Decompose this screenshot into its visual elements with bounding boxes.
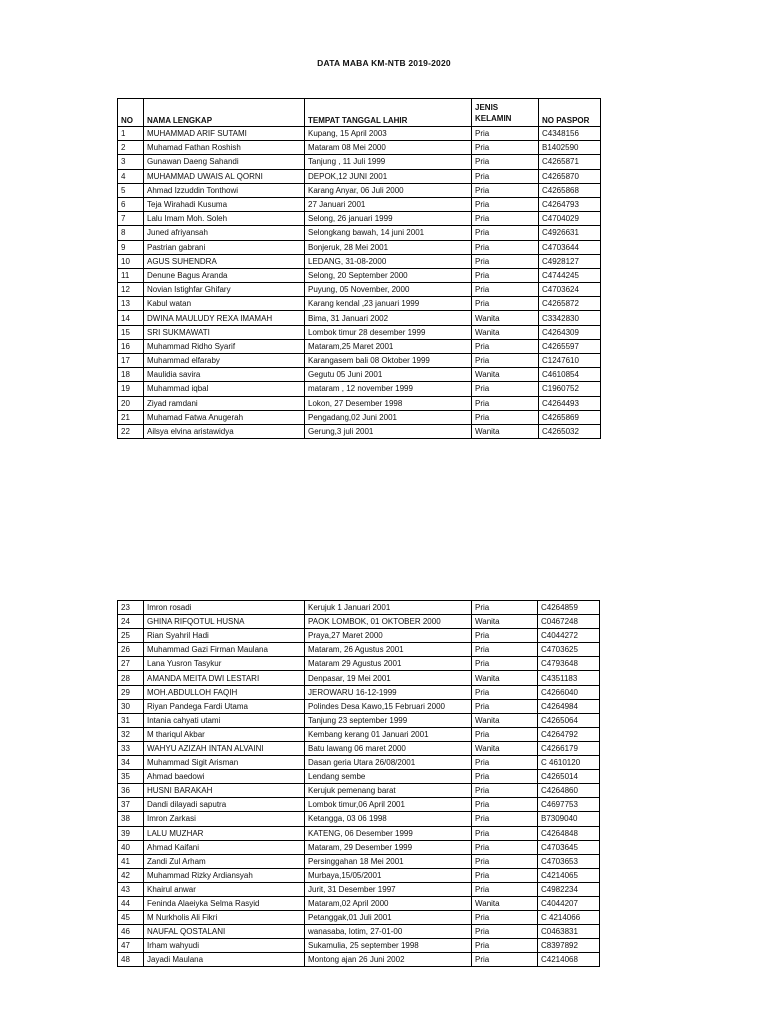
cell-jenis-kelamin: Pria	[472, 685, 538, 699]
cell-jenis-kelamin: Pria	[472, 727, 538, 741]
cell-nama-lengkap: Lana Yusron Tasykur	[144, 657, 305, 671]
cell-no-paspor: C4265869	[539, 410, 601, 424]
cell-no-paspor: C 4610120	[538, 756, 600, 770]
cell-no-paspor: C 4214066	[538, 911, 600, 925]
cell-no: 10	[118, 254, 144, 268]
cell-no: 38	[118, 812, 144, 826]
cell-no: 16	[118, 339, 144, 353]
cell-tempat-tanggal-lahir: 27 Januari 2001	[305, 197, 472, 211]
cell-nama-lengkap: Novian Istighfar Ghifary	[144, 283, 305, 297]
cell-nama-lengkap: HUSNI BARAKAH	[144, 784, 305, 798]
cell-no: 24	[118, 615, 144, 629]
table-row	[118, 382, 601, 396]
table-row	[118, 169, 601, 183]
cell-no: 19	[118, 382, 144, 396]
cell-jenis-kelamin: Pria	[472, 756, 538, 770]
cell-jenis-kelamin: Wanita	[472, 671, 538, 685]
cell-tempat-tanggal-lahir: Ketangga, 03 06 1998	[305, 812, 472, 826]
cell-nama-lengkap: Ahmad Kaifani	[144, 840, 305, 854]
cell-no-paspor: C4265014	[538, 770, 600, 784]
table-row	[118, 212, 601, 226]
cell-jenis-kelamin: Pria	[472, 240, 539, 254]
cell-no: 32	[118, 727, 144, 741]
cell-jenis-kelamin: Pria	[472, 911, 538, 925]
cell-tempat-tanggal-lahir: Kembang kerang 01 Januari 2001	[305, 727, 472, 741]
table-row	[118, 784, 600, 798]
cell-nama-lengkap: Kabul watan	[144, 297, 305, 311]
header-no: NO	[118, 99, 144, 127]
cell-jenis-kelamin: Wanita	[472, 311, 539, 325]
table-row	[118, 756, 600, 770]
cell-nama-lengkap: Ahmad baedowi	[144, 770, 305, 784]
cell-jenis-kelamin: Pria	[472, 798, 538, 812]
cell-nama-lengkap: Lalu Imam Moh. Soleh	[144, 212, 305, 226]
cell-tempat-tanggal-lahir: KATENG, 06 Desember 1999	[305, 826, 472, 840]
table-row	[118, 713, 600, 727]
cell-nama-lengkap: NAUFAL QOSTALANI	[144, 925, 305, 939]
cell-tempat-tanggal-lahir: Lombok timur 28 desember 1999	[305, 325, 472, 339]
cell-no: 34	[118, 756, 144, 770]
cell-no: 1	[118, 127, 144, 141]
cell-tempat-tanggal-lahir: LEDANG, 31-08-2000	[305, 254, 472, 268]
cell-tempat-tanggal-lahir: Mataram, 29 Desember 1999	[305, 840, 472, 854]
cell-no: 15	[118, 325, 144, 339]
table-row	[118, 741, 600, 755]
cell-no-paspor: C4703653	[538, 854, 600, 868]
cell-no: 20	[118, 396, 144, 410]
header-nama-lengkap: NAMA LENGKAP	[144, 99, 305, 127]
table-row	[118, 798, 600, 812]
cell-tempat-tanggal-lahir: Lombok timur,06 April 2001	[305, 798, 472, 812]
cell-no: 18	[118, 368, 144, 382]
cell-tempat-tanggal-lahir: Tanjung , 11 Juli 1999	[305, 155, 472, 169]
cell-no-paspor: C4351183	[538, 671, 600, 685]
table-row	[118, 325, 601, 339]
cell-no-paspor: B1402590	[539, 141, 601, 155]
cell-tempat-tanggal-lahir: Lokon, 27 Desember 1998	[305, 396, 472, 410]
cell-jenis-kelamin: Pria	[472, 953, 538, 967]
table-row	[118, 183, 601, 197]
table-row	[118, 826, 600, 840]
table-row	[118, 155, 601, 169]
cell-nama-lengkap: Ailsya elvina aristawidya	[144, 424, 305, 438]
cell-no-paspor: C4264859	[538, 601, 600, 615]
cell-no-paspor: C4044272	[538, 629, 600, 643]
cell-tempat-tanggal-lahir: Praya,27 Maret 2000	[305, 629, 472, 643]
cell-no: 31	[118, 713, 144, 727]
cell-jenis-kelamin: Pria	[472, 283, 539, 297]
cell-no-paspor: C4703624	[539, 283, 601, 297]
cell-nama-lengkap: Feninda Alaeiyka Selma Rasyid	[144, 896, 305, 910]
cell-jenis-kelamin: Wanita	[472, 325, 539, 339]
cell-tempat-tanggal-lahir: Murbaya,15/05/2001	[305, 868, 472, 882]
cell-tempat-tanggal-lahir: Selongkang bawah, 14 juni 2001	[305, 226, 472, 240]
cell-jenis-kelamin: Pria	[472, 868, 538, 882]
cell-nama-lengkap: Imron Zarkasi	[144, 812, 305, 826]
cell-nama-lengkap: SRI SUKMAWATI	[144, 325, 305, 339]
cell-jenis-kelamin: Pria	[472, 268, 539, 282]
cell-nama-lengkap: Muhamad Fatwa Anugerah	[144, 410, 305, 424]
cell-no: 40	[118, 840, 144, 854]
cell-no: 43	[118, 882, 144, 896]
cell-nama-lengkap: Rian Syahril Hadi	[144, 629, 305, 643]
cell-nama-lengkap: GHINA RIFQOTUL HUSNA	[144, 615, 305, 629]
cell-nama-lengkap: Ziyad ramdani	[144, 396, 305, 410]
cell-tempat-tanggal-lahir: Bima, 31 Januari 2002	[305, 311, 472, 325]
cell-no: 37	[118, 798, 144, 812]
cell-no-paspor: C4265870	[539, 169, 601, 183]
cell-no-paspor: C3342830	[539, 311, 601, 325]
cell-jenis-kelamin: Pria	[472, 770, 538, 784]
table-row	[118, 671, 600, 685]
cell-no-paspor: C4214068	[538, 953, 600, 967]
cell-no: 11	[118, 268, 144, 282]
cell-tempat-tanggal-lahir: Kerujuk pemenang barat	[305, 784, 472, 798]
cell-no: 13	[118, 297, 144, 311]
cell-nama-lengkap: DWINA MAULUDY REXA IMAMAH	[144, 311, 305, 325]
student-table-page-1	[117, 98, 601, 439]
cell-nama-lengkap: Muhammad Rizky Ardiansyah	[144, 868, 305, 882]
table-row	[118, 953, 600, 967]
cell-tempat-tanggal-lahir: PAOK LOMBOK, 01 OKTOBER 2000	[305, 615, 472, 629]
cell-nama-lengkap: Muhammad Sigit Arisman	[144, 756, 305, 770]
cell-jenis-kelamin: Pria	[472, 939, 538, 953]
cell-no: 27	[118, 657, 144, 671]
cell-nama-lengkap: Pastrian gabrani	[144, 240, 305, 254]
cell-nama-lengkap: Muhammad elfaraby	[144, 354, 305, 368]
cell-tempat-tanggal-lahir: Mataram,25 Maret 2001	[305, 339, 472, 353]
cell-tempat-tanggal-lahir: Tanjung 23 september 1999	[305, 713, 472, 727]
cell-no: 14	[118, 311, 144, 325]
cell-jenis-kelamin: Pria	[472, 354, 539, 368]
cell-no-paspor: C4264848	[538, 826, 600, 840]
table-row	[118, 226, 601, 240]
table-row	[118, 812, 600, 826]
cell-jenis-kelamin: Pria	[472, 410, 539, 424]
table-row	[118, 896, 600, 910]
cell-jenis-kelamin: Pria	[472, 339, 539, 353]
cell-nama-lengkap: WAHYU AZIZAH INTAN ALVAINI	[144, 741, 305, 755]
table-row	[118, 141, 601, 155]
cell-no-paspor: C4703625	[538, 643, 600, 657]
cell-no: 33	[118, 741, 144, 755]
table-row	[118, 240, 601, 254]
cell-tempat-tanggal-lahir: Dasan geria Utara 26/08/2001	[305, 756, 472, 770]
table-row	[118, 882, 600, 896]
table-row	[118, 939, 600, 953]
cell-jenis-kelamin: Pria	[472, 629, 538, 643]
cell-no: 35	[118, 770, 144, 784]
table-row	[118, 368, 601, 382]
cell-jenis-kelamin: Wanita	[472, 741, 538, 755]
cell-nama-lengkap: Dandi dilayadi saputra	[144, 798, 305, 812]
cell-no: 8	[118, 226, 144, 240]
cell-no-paspor: C4214065	[538, 868, 600, 882]
cell-no-paspor: C4264984	[538, 699, 600, 713]
cell-nama-lengkap: Muhammad Gazi Firman Maulana	[144, 643, 305, 657]
table-row	[118, 396, 601, 410]
table-header-row	[118, 99, 601, 127]
cell-tempat-tanggal-lahir: mataram , 12 november 1999	[305, 382, 472, 396]
cell-no-paspor: C4610854	[539, 368, 601, 382]
cell-nama-lengkap: Muhammad Ridho Syarif	[144, 339, 305, 353]
cell-tempat-tanggal-lahir: Karang kendal ,23 januari 1999	[305, 297, 472, 311]
cell-no-paspor: C4265872	[539, 297, 601, 311]
table-row	[118, 410, 601, 424]
table-row	[118, 868, 600, 882]
cell-nama-lengkap: Jayadi Maulana	[144, 953, 305, 967]
table-row	[118, 854, 600, 868]
cell-nama-lengkap: M thariqul Akbar	[144, 727, 305, 741]
cell-jenis-kelamin: Wanita	[472, 896, 538, 910]
cell-jenis-kelamin: Wanita	[472, 424, 539, 438]
cell-nama-lengkap: AMANDA MEITA DWI LESTARI	[144, 671, 305, 685]
cell-no-paspor: C4265064	[538, 713, 600, 727]
cell-no-paspor: C4264792	[538, 727, 600, 741]
table-row	[118, 699, 600, 713]
cell-jenis-kelamin: Wanita	[472, 368, 539, 382]
cell-no-paspor: C4926631	[539, 226, 601, 240]
cell-nama-lengkap: Intania cahyati utami	[144, 713, 305, 727]
cell-tempat-tanggal-lahir: Mataram 08 Mei 2000	[305, 141, 472, 155]
table-row	[118, 127, 601, 141]
cell-nama-lengkap: M Nurkholis Ali Fikri	[144, 911, 305, 925]
cell-nama-lengkap: MUHAMMAD ARIF SUTAMI	[144, 127, 305, 141]
cell-no: 47	[118, 939, 144, 953]
student-table-page-2	[117, 600, 600, 967]
cell-no: 9	[118, 240, 144, 254]
cell-nama-lengkap: Khairul anwar	[144, 882, 305, 896]
table-row	[118, 283, 601, 297]
cell-nama-lengkap: Denune Bagus Aranda	[144, 268, 305, 282]
cell-no-paspor: C4704029	[539, 212, 601, 226]
cell-no-paspor: C4265868	[539, 183, 601, 197]
cell-no-paspor: C1247610	[539, 354, 601, 368]
cell-tempat-tanggal-lahir: Selong, 20 September 2000	[305, 268, 472, 282]
table-row	[118, 254, 601, 268]
cell-tempat-tanggal-lahir: Kerujuk 1 Januari 2001	[305, 601, 472, 615]
cell-no: 30	[118, 699, 144, 713]
cell-no-paspor: C4744245	[539, 268, 601, 282]
cell-tempat-tanggal-lahir: Gegutu 05 Juni 2001	[305, 368, 472, 382]
cell-no: 45	[118, 911, 144, 925]
table-row	[118, 727, 600, 741]
cell-jenis-kelamin: Pria	[472, 254, 539, 268]
cell-jenis-kelamin: Pria	[472, 183, 539, 197]
cell-tempat-tanggal-lahir: Montong ajan 26 Juni 2002	[305, 953, 472, 967]
header-jenis-kelamin: JENIS KELAMIN	[472, 99, 539, 127]
cell-jenis-kelamin: Pria	[472, 141, 539, 155]
cell-jenis-kelamin: Pria	[472, 226, 539, 240]
cell-nama-lengkap: Teja Wirahadi Kusuma	[144, 197, 305, 211]
table-row	[118, 297, 601, 311]
cell-jenis-kelamin: Pria	[472, 127, 539, 141]
table-row	[118, 601, 600, 615]
cell-nama-lengkap: Imron rosadi	[144, 601, 305, 615]
cell-no-paspor: C4928127	[539, 254, 601, 268]
cell-jenis-kelamin: Pria	[472, 169, 539, 183]
cell-tempat-tanggal-lahir: Mataram, 26 Agustus 2001	[305, 643, 472, 657]
cell-jenis-kelamin: Pria	[472, 882, 538, 896]
cell-no-paspor: C4264860	[538, 784, 600, 798]
cell-nama-lengkap: Gunawan Daeng Sahandi	[144, 155, 305, 169]
cell-no-paspor: C4697753	[538, 798, 600, 812]
cell-no: 21	[118, 410, 144, 424]
cell-no: 46	[118, 925, 144, 939]
cell-tempat-tanggal-lahir: Petanggak,01 Juli 2001	[305, 911, 472, 925]
header-tempat-tanggal-lahir: TEMPAT TANGGAL LAHIR	[305, 99, 472, 127]
cell-no: 25	[118, 629, 144, 643]
cell-jenis-kelamin: Pria	[472, 297, 539, 311]
cell-tempat-tanggal-lahir: Jurit, 31 Desember 1997	[305, 882, 472, 896]
cell-no-paspor: C4266179	[538, 741, 600, 755]
cell-tempat-tanggal-lahir: Kupang, 15 April 2003	[305, 127, 472, 141]
cell-jenis-kelamin: Pria	[472, 812, 538, 826]
cell-jenis-kelamin: Wanita	[472, 713, 538, 727]
cell-nama-lengkap: Ahmad Izzuddin Tonthowi	[144, 183, 305, 197]
cell-tempat-tanggal-lahir: Gerung,3 juli 2001	[305, 424, 472, 438]
cell-jenis-kelamin: Pria	[472, 699, 538, 713]
cell-nama-lengkap: Zandi Zul Arham	[144, 854, 305, 868]
cell-no: 2	[118, 141, 144, 155]
cell-jenis-kelamin: Pria	[472, 854, 538, 868]
cell-no: 41	[118, 854, 144, 868]
document-title: DATA MABA KM-NTB 2019-2020	[317, 58, 451, 68]
cell-no-paspor: C0467248	[538, 615, 600, 629]
cell-no-paspor: C4348156	[539, 127, 601, 141]
cell-no: 29	[118, 685, 144, 699]
table-row	[118, 840, 600, 854]
cell-jenis-kelamin: Pria	[472, 643, 538, 657]
cell-nama-lengkap: Riyan Pandega Fardi Utama	[144, 699, 305, 713]
cell-nama-lengkap: Juned afriyansah	[144, 226, 305, 240]
cell-no: 39	[118, 826, 144, 840]
table-row	[118, 643, 600, 657]
cell-no-paspor: C4703644	[539, 240, 601, 254]
table-row	[118, 311, 601, 325]
cell-tempat-tanggal-lahir: Mataram 29 Agustus 2001	[305, 657, 472, 671]
cell-nama-lengkap: Muhammad iqbal	[144, 382, 305, 396]
cell-jenis-kelamin: Pria	[472, 212, 539, 226]
cell-tempat-tanggal-lahir: Mataram,02 April 2000	[305, 896, 472, 910]
cell-no-paspor: C4265871	[539, 155, 601, 169]
cell-nama-lengkap: Muhamad Fathan Roshish	[144, 141, 305, 155]
cell-no: 22	[118, 424, 144, 438]
cell-no: 4	[118, 169, 144, 183]
cell-no: 6	[118, 197, 144, 211]
cell-tempat-tanggal-lahir: Lendang sembe	[305, 770, 472, 784]
cell-tempat-tanggal-lahir: DEPOK,12 JUNI 2001	[305, 169, 472, 183]
cell-tempat-tanggal-lahir: Polindes Desa Kawo,15 Februari 2000	[305, 699, 472, 713]
table-row	[118, 770, 600, 784]
cell-jenis-kelamin: Pria	[472, 657, 538, 671]
cell-nama-lengkap: MOH.ABDULLOH FAQIH	[144, 685, 305, 699]
cell-no-paspor: C4265032	[539, 424, 601, 438]
cell-tempat-tanggal-lahir: Karang Anyar, 06 Juli 2000	[305, 183, 472, 197]
cell-no-paspor: B7309040	[538, 812, 600, 826]
cell-jenis-kelamin: Pria	[472, 155, 539, 169]
cell-no: 12	[118, 283, 144, 297]
cell-no-paspor: C0463831	[538, 925, 600, 939]
cell-nama-lengkap: Maulidia savira	[144, 368, 305, 382]
cell-tempat-tanggal-lahir: wanasaba, lotim, 27-01-00	[305, 925, 472, 939]
cell-nama-lengkap: Irham wahyudi	[144, 939, 305, 953]
cell-jenis-kelamin: Pria	[472, 840, 538, 854]
cell-tempat-tanggal-lahir: Bonjeruk, 28 Mei 2001	[305, 240, 472, 254]
cell-no-paspor: C1960752	[539, 382, 601, 396]
cell-no-paspor: C4982234	[538, 882, 600, 896]
cell-nama-lengkap: MUHAMMAD UWAIS AL QORNI	[144, 169, 305, 183]
cell-no: 3	[118, 155, 144, 169]
cell-no: 5	[118, 183, 144, 197]
cell-tempat-tanggal-lahir: Karangasem bali 08 Oktober 1999	[305, 354, 472, 368]
table-row	[118, 615, 600, 629]
table-row	[118, 685, 600, 699]
cell-tempat-tanggal-lahir: JEROWARU 16-12-1999	[305, 685, 472, 699]
table-row	[118, 911, 600, 925]
cell-no-paspor: C4264309	[539, 325, 601, 339]
table-row	[118, 197, 601, 211]
cell-jenis-kelamin: Pria	[472, 784, 538, 798]
cell-no-paspor: C4044207	[538, 896, 600, 910]
header-no-paspor: NO PASPOR	[539, 99, 601, 127]
cell-no-paspor: C4793648	[538, 657, 600, 671]
cell-no: 48	[118, 953, 144, 967]
cell-no: 28	[118, 671, 144, 685]
cell-no-paspor: C4264793	[539, 197, 601, 211]
table-row	[118, 629, 600, 643]
cell-nama-lengkap: AGUS SUHENDRA	[144, 254, 305, 268]
cell-no-paspor: C4703645	[538, 840, 600, 854]
cell-tempat-tanggal-lahir: Denpasar, 19 Mei 2001	[305, 671, 472, 685]
cell-jenis-kelamin: Pria	[472, 601, 538, 615]
cell-no-paspor: C8397892	[538, 939, 600, 953]
cell-no: 26	[118, 643, 144, 657]
cell-no: 36	[118, 784, 144, 798]
table-row	[118, 354, 601, 368]
table-row	[118, 339, 601, 353]
cell-no: 42	[118, 868, 144, 882]
cell-tempat-tanggal-lahir: Puyung, 05 November, 2000	[305, 283, 472, 297]
cell-no: 44	[118, 896, 144, 910]
cell-jenis-kelamin: Pria	[472, 826, 538, 840]
cell-no-paspor: C4266040	[538, 685, 600, 699]
cell-tempat-tanggal-lahir: Selong, 26 januari 1999	[305, 212, 472, 226]
cell-tempat-tanggal-lahir: Batu lawang 06 maret 2000	[305, 741, 472, 755]
table-row	[118, 268, 601, 282]
cell-no: 17	[118, 354, 144, 368]
cell-jenis-kelamin: Wanita	[472, 615, 538, 629]
cell-jenis-kelamin: Pria	[472, 925, 538, 939]
table-row	[118, 424, 601, 438]
cell-no-paspor: C4264493	[539, 396, 601, 410]
cell-tempat-tanggal-lahir: Sukamulia, 25 september 1998	[305, 939, 472, 953]
table-row	[118, 657, 600, 671]
cell-no-paspor: C4265597	[539, 339, 601, 353]
cell-jenis-kelamin: Pria	[472, 396, 539, 410]
table-row	[118, 925, 600, 939]
cell-jenis-kelamin: Pria	[472, 382, 539, 396]
cell-no: 7	[118, 212, 144, 226]
cell-no: 23	[118, 601, 144, 615]
cell-jenis-kelamin: Pria	[472, 197, 539, 211]
cell-nama-lengkap: LALU MUZHAR	[144, 826, 305, 840]
cell-tempat-tanggal-lahir: Persinggahan 18 Mei 2001	[305, 854, 472, 868]
cell-tempat-tanggal-lahir: Pengadang,02 Juni 2001	[305, 410, 472, 424]
